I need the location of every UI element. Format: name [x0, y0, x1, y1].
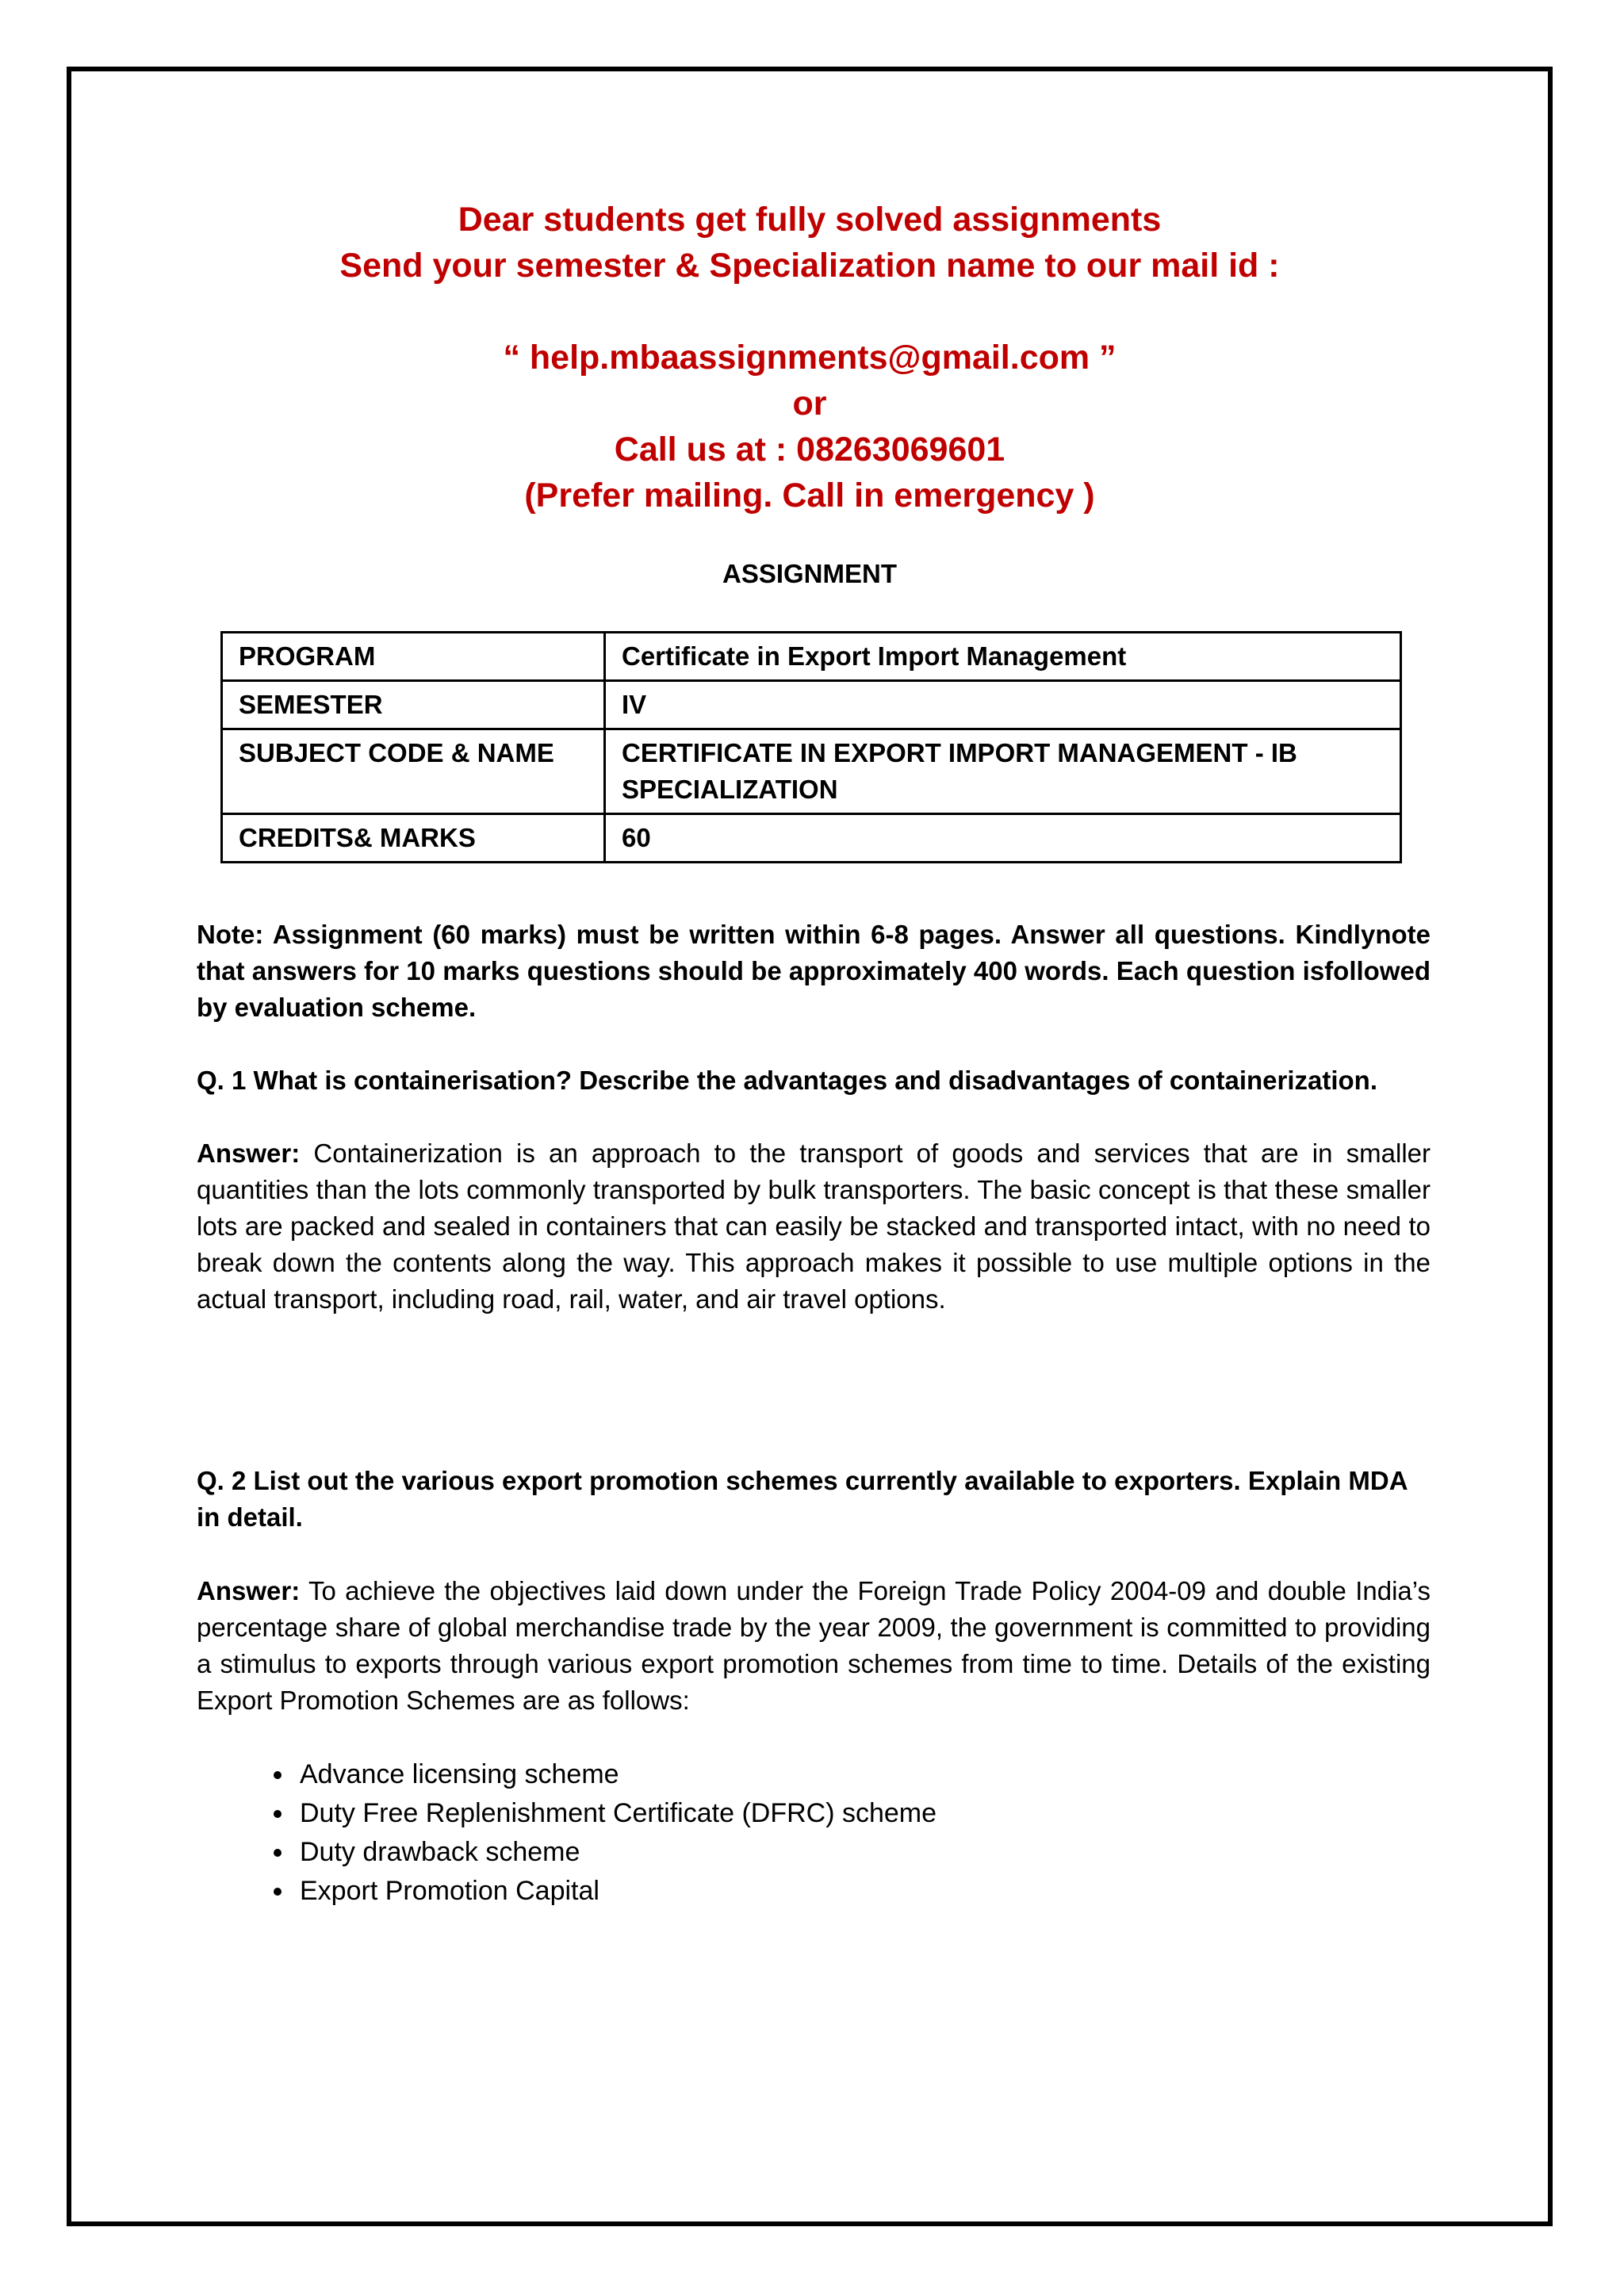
table-label-semester: SEMESTER — [222, 681, 605, 729]
scheme-list — [238, 1755, 936, 1911]
answer-1-text: Containerization is an approach to the transport of goods and services that are in smaller quantities than the lots commonly transported by bulk transporters. The basic concept is that these smaller lots are packed and sealed in containers that can easily be stacked and transported intact, with no need to break down the contents along the way. This approach makes it possible to use multiple options in the actual transport, including road, rail, water, and air travel options. — [197, 1138, 1431, 1314]
question-2: Q. 2 List out the various export promotion schemes currently available to exporters. Explain MDA in detail. — [197, 1466, 1408, 1532]
table-label-credits: CREDITS& MARKS — [222, 814, 605, 863]
table-value-program: Certificate in Export Import Management — [605, 633, 1401, 681]
list-item: • Export Promotion Capital — [295, 1872, 936, 1911]
list-item: • Duty Free Replenishment Certificate (DFRC) scheme — [295, 1794, 936, 1833]
promo-contact — [67, 335, 1553, 519]
table-row — [222, 681, 1401, 729]
promo-call: Call us at : 08263069601 — [614, 430, 1005, 469]
assignment-note: Note: Assignment (60 marks) must be written within 6-8 pages. Answer all questions. Kindlynote that answers for 10 marks questions should be approximately 400 words. Each question isfollowed by evaluation scheme. — [197, 920, 1431, 1022]
assignment-heading: ASSIGNMENT — [722, 559, 897, 588]
table-label-subject: SUBJECT CODE & NAME — [222, 729, 605, 814]
question-1: Q. 1 What is containerisation? Describe the advantages and disadvantages of containerization. — [197, 1066, 1378, 1095]
answer-2 — [197, 1573, 1431, 1719]
promo-or: or — [792, 385, 827, 423]
table-value-subject: CERTIFICATE IN EXPORT IMPORT MANAGEMENT - IB SPECIALIZATION — [605, 729, 1401, 814]
answer-2-label: Answer: — [197, 1576, 301, 1605]
table-row — [222, 729, 1401, 814]
table-row — [222, 814, 1401, 863]
table-value-credits: 60 — [605, 814, 1401, 863]
promo-header — [67, 197, 1553, 289]
table-value-semester: IV — [605, 681, 1401, 729]
list-item: • Advance licensing scheme — [295, 1755, 936, 1794]
promo-prefer: (Prefer mailing. Call in emergency ) — [524, 476, 1095, 515]
promo-line-1: Dear students get fully solved assignments — [458, 201, 1162, 239]
assignment-info-table — [220, 631, 1402, 863]
table-row — [222, 633, 1401, 681]
promo-email: “ help.mbaassignments@gmail.com ” — [503, 339, 1116, 377]
table-label-program: PROGRAM — [222, 633, 605, 681]
answer-2-text: To achieve the objectives laid down under the Foreign Trade Policy 2004-09 and double India’s percentage share of global merchandise trade by the year 2009, the government is committed to providing a stimulus to exports through various export promotion schemes from time to time. Details of the existing Export Promotion Schemes are as follows: — [197, 1576, 1431, 1715]
promo-line-2: Send your semester & Specialization name to our mail id : — [339, 247, 1280, 285]
answer-1 — [197, 1135, 1431, 1318]
list-item: • Duty drawback scheme — [295, 1833, 936, 1872]
answer-1-label: Answer: — [197, 1138, 301, 1168]
